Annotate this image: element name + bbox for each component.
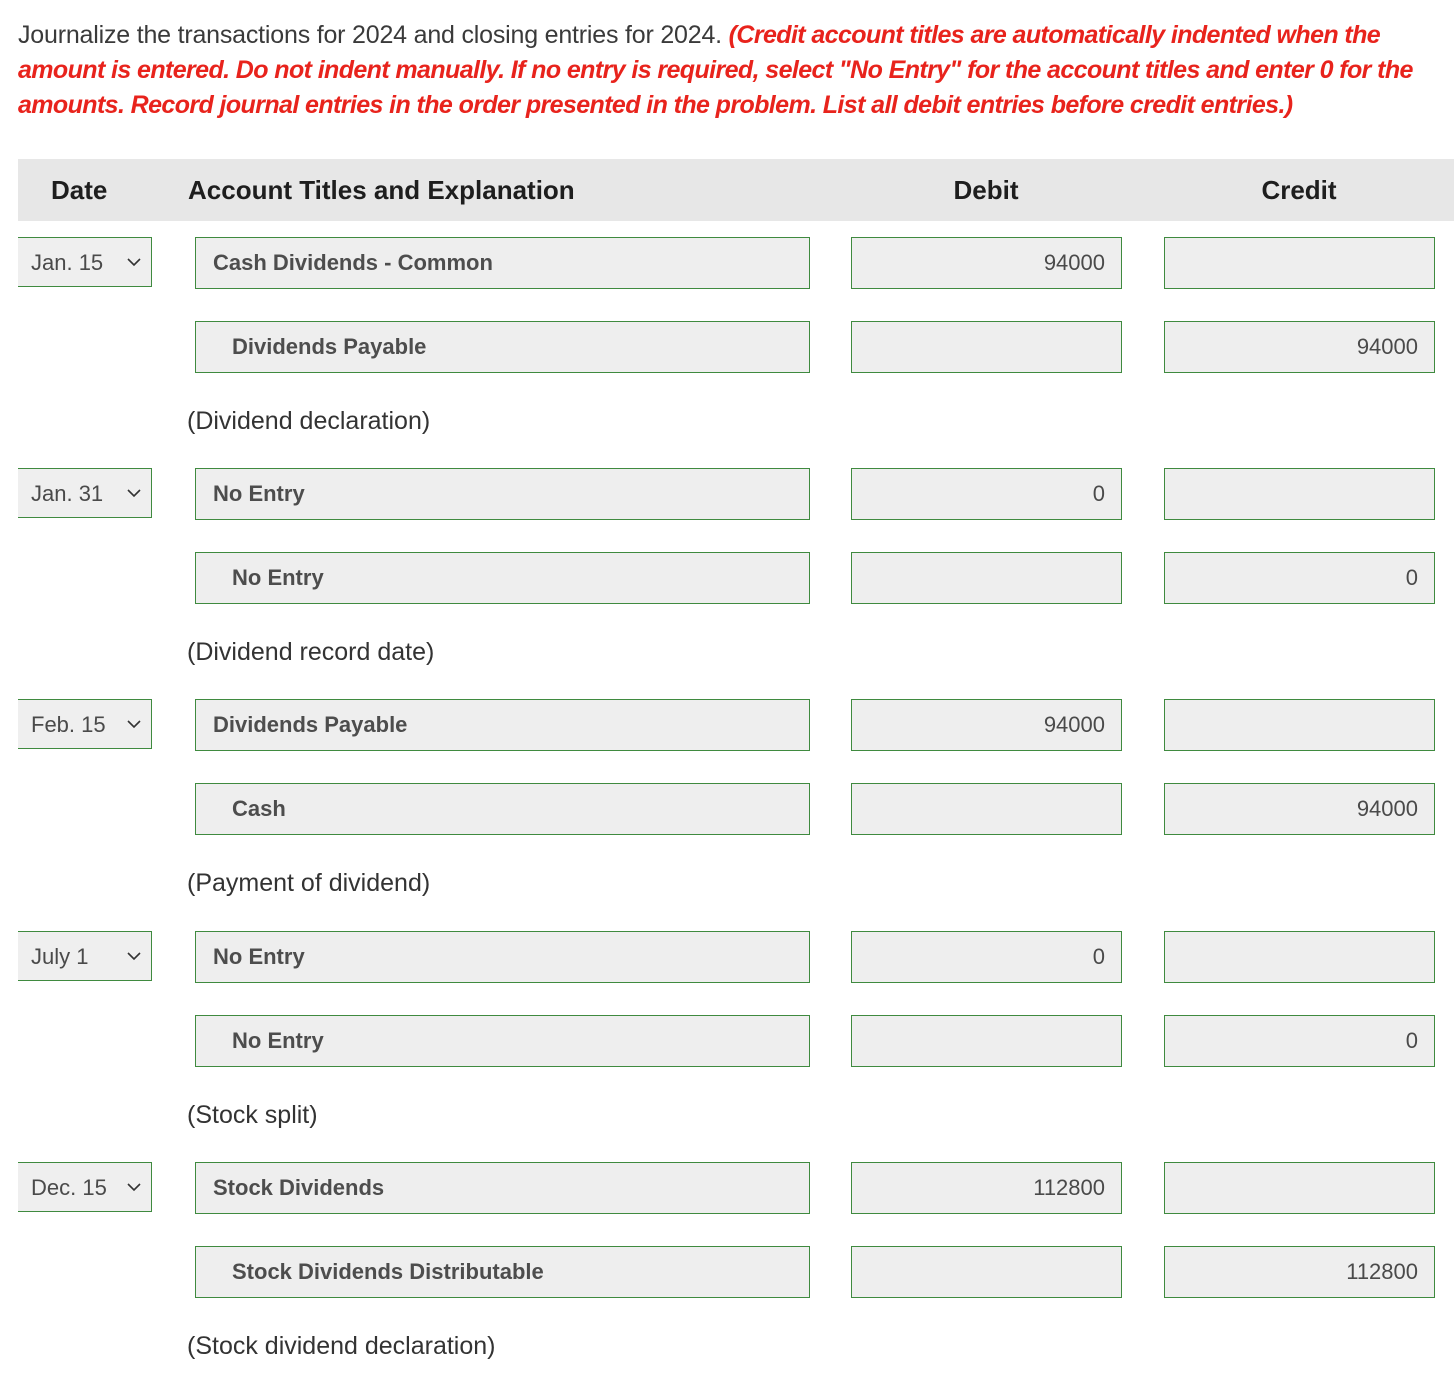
header-date: Date bbox=[51, 175, 108, 205]
credit-amount-input[interactable]: 0 bbox=[1164, 1015, 1435, 1067]
debit-account-field[interactable]: No Entry bbox=[195, 468, 810, 520]
date-select[interactable] bbox=[18, 237, 152, 287]
credit-amount-input-empty[interactable] bbox=[1164, 1162, 1435, 1214]
debit-amount-input-empty[interactable] bbox=[851, 321, 1122, 373]
chevron-down-icon bbox=[127, 1180, 141, 1194]
debit-account-field[interactable]: Cash Dividends - Common bbox=[195, 237, 810, 289]
debit-amount-input[interactable]: 0 bbox=[851, 468, 1122, 520]
credit-amount-input-empty[interactable] bbox=[1164, 237, 1435, 289]
credit-account-field[interactable]: No Entry bbox=[195, 1015, 810, 1067]
debit-account-field[interactable]: Stock Dividends bbox=[195, 1162, 810, 1214]
credit-account-field[interactable]: Dividends Payable bbox=[195, 321, 810, 373]
table-header bbox=[18, 159, 1454, 221]
date-select[interactable] bbox=[18, 468, 152, 518]
journal-entry bbox=[0, 237, 1454, 467]
credit-amount-input-empty[interactable] bbox=[1164, 699, 1435, 751]
header-debit: Debit bbox=[953, 175, 1019, 205]
date-value: July 1 bbox=[31, 944, 89, 969]
chevron-down-icon bbox=[127, 486, 141, 500]
debit-account-field[interactable]: Dividends Payable bbox=[195, 699, 810, 751]
debit-amount-input-empty[interactable] bbox=[851, 1015, 1122, 1067]
credit-amount-input[interactable]: 112800 bbox=[1164, 1246, 1435, 1298]
debit-amount-input[interactable]: 94000 bbox=[851, 237, 1122, 289]
date-value: Dec. 15 bbox=[31, 1175, 107, 1200]
debit-amount-input[interactable]: 112800 bbox=[851, 1162, 1122, 1214]
credit-account-field[interactable]: No Entry bbox=[195, 552, 810, 604]
chevron-down-icon bbox=[127, 949, 141, 963]
date-value: Feb. 15 bbox=[31, 712, 106, 737]
journal-entry bbox=[0, 468, 1454, 698]
debit-amount-input-empty[interactable] bbox=[851, 552, 1122, 604]
debit-amount-input-empty[interactable] bbox=[851, 1246, 1122, 1298]
instructions bbox=[18, 18, 1438, 123]
instructions-note: (Credit account titles are automatically indented when the amount is entered. Do not indent manually. If no entry is required, select "No Entry" for the account titles and enter 0 for the amounts. Record journal entries in the order presented in the problem. List all debit entries before credit entries.) bbox=[18, 21, 1413, 119]
entry-explanation: (Dividend record date) bbox=[187, 638, 435, 666]
date-value: Jan. 15 bbox=[31, 250, 104, 275]
debit-amount-input[interactable]: 0 bbox=[851, 931, 1122, 983]
debit-account-field[interactable]: No Entry bbox=[195, 931, 810, 983]
date-select[interactable] bbox=[18, 1162, 152, 1212]
header-account-titles: Account Titles and Explanation bbox=[188, 175, 575, 205]
date-select[interactable] bbox=[18, 931, 152, 981]
entry-explanation: (Payment of dividend) bbox=[187, 869, 431, 897]
header-credit: Credit bbox=[1261, 175, 1337, 205]
debit-amount-input[interactable]: 94000 bbox=[851, 699, 1122, 751]
journal-entry bbox=[0, 931, 1454, 1161]
credit-amount-input[interactable]: 94000 bbox=[1164, 321, 1435, 373]
journal-entry bbox=[0, 699, 1454, 929]
credit-amount-input[interactable]: 0 bbox=[1164, 552, 1435, 604]
credit-amount-input-empty[interactable] bbox=[1164, 931, 1435, 983]
debit-amount-input-empty[interactable] bbox=[851, 783, 1122, 835]
chevron-down-icon bbox=[127, 717, 141, 731]
journal-entry bbox=[0, 1162, 1454, 1392]
entry-explanation: (Dividend declaration) bbox=[187, 407, 431, 435]
date-value: Jan. 31 bbox=[31, 481, 104, 506]
credit-account-field[interactable]: Stock Dividends Distributable bbox=[195, 1246, 810, 1298]
chevron-down-icon bbox=[127, 255, 141, 269]
entry-explanation: (Stock dividend declaration) bbox=[187, 1332, 496, 1360]
credit-amount-input[interactable]: 94000 bbox=[1164, 783, 1435, 835]
instructions-lead: Journalize the transactions for 2024 and closing entries for 2024. bbox=[18, 21, 722, 49]
entry-explanation: (Stock split) bbox=[187, 1101, 318, 1129]
credit-amount-input-empty[interactable] bbox=[1164, 468, 1435, 520]
credit-account-field[interactable]: Cash bbox=[195, 783, 810, 835]
date-select[interactable] bbox=[18, 699, 152, 749]
